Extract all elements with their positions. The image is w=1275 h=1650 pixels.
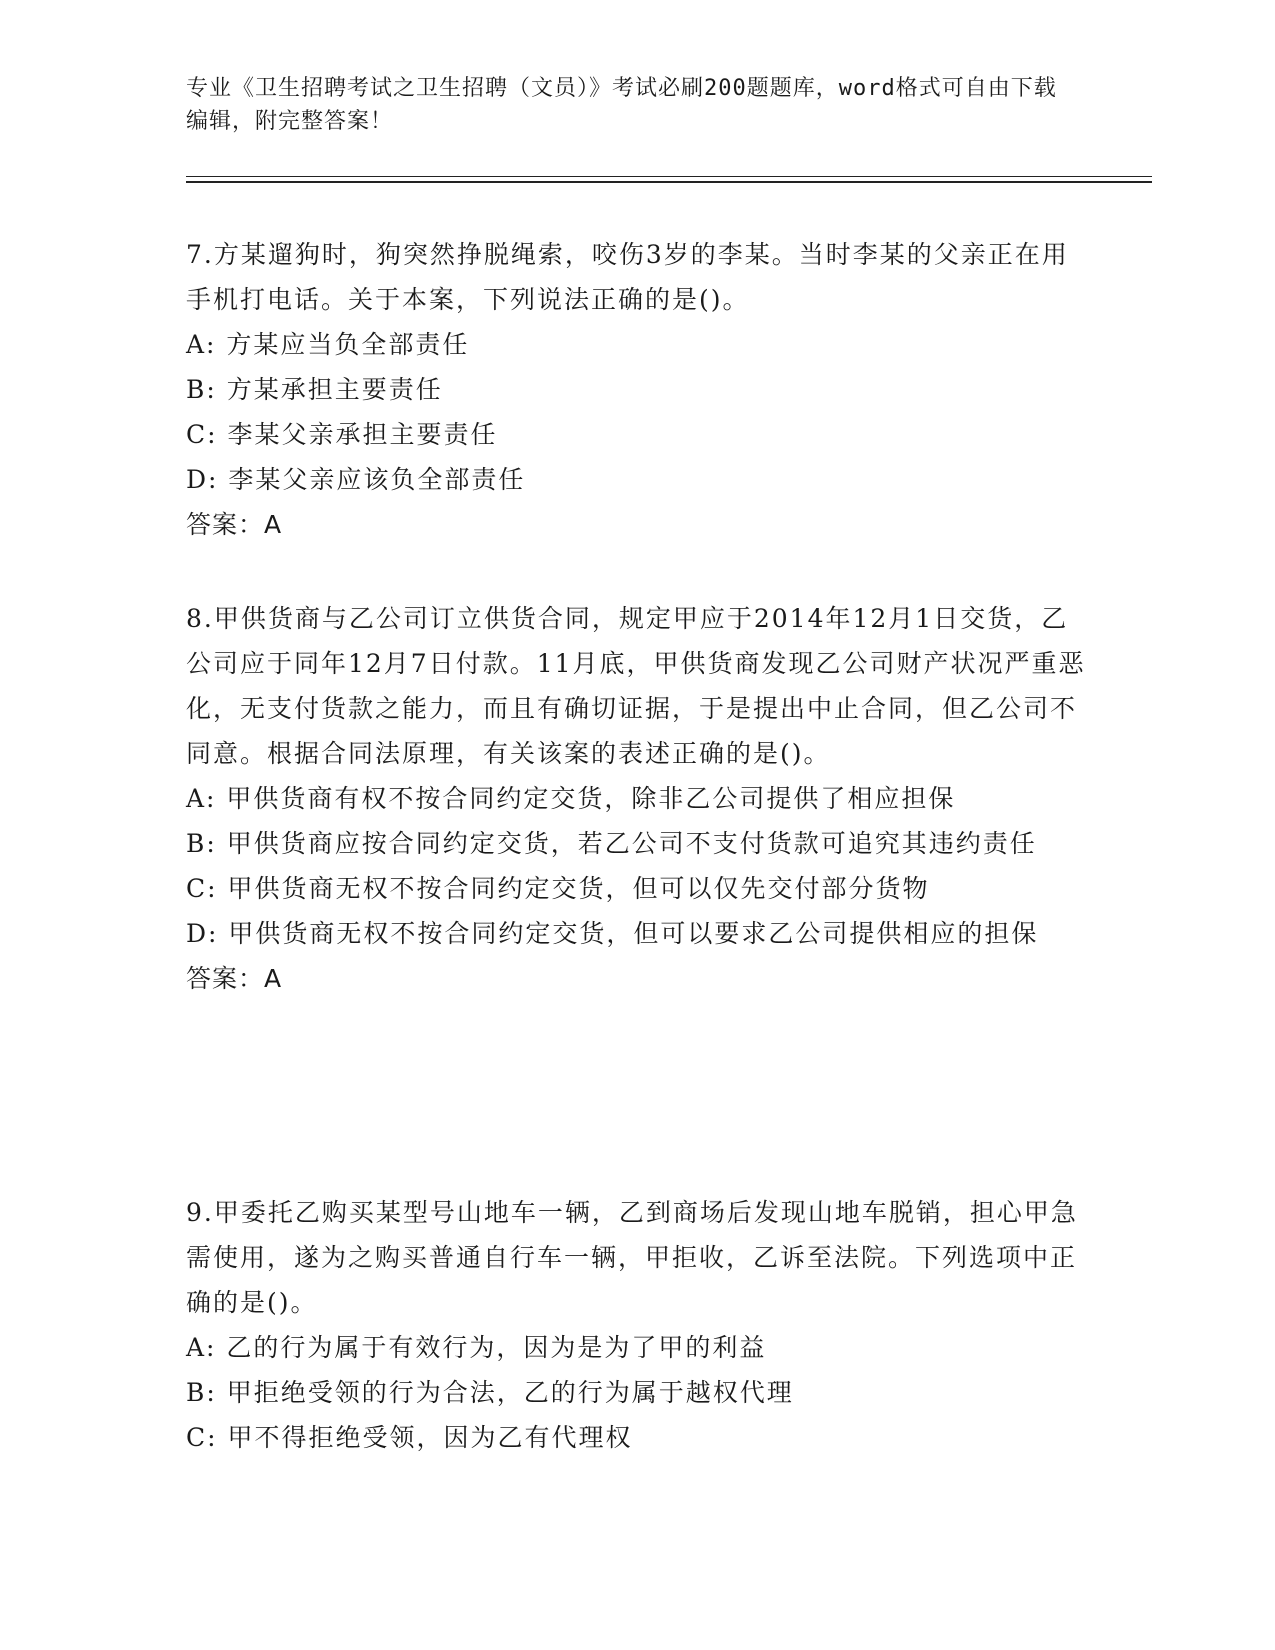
question-8 — [186, 596, 1086, 1001]
question-stem: 7.方某遛狗时，狗突然挣脱绳索，咬伤3岁的李某。当时李某的父亲正在用手机打电话。关于本案，下列说法正确的是()。 — [186, 240, 1069, 314]
option-c: C: 甲供货商无权不按合同约定交货，但可以仅先交付部分货物 — [186, 874, 930, 903]
question-7 — [186, 232, 1086, 547]
question-stem: 9.甲委托乙购买某型号山地车一辆，乙到商场后发现山地车脱销，担心甲急需使用，遂为之购买普通自行车一辆，甲拒收，乙诉至法院。下列选项中正确的是()。 — [186, 1198, 1078, 1317]
header-divider-thick — [186, 181, 1152, 183]
option-a: A: 甲供货商有权不按合同约定交货，除非乙公司提供了相应担保 — [186, 784, 956, 813]
option-d: D: 李某父亲应该负全部责任 — [186, 465, 526, 494]
option-a: A: 方某应当负全部责任 — [186, 330, 470, 359]
header-divider-thin — [186, 176, 1152, 177]
document-header: 专业《卫生招聘考试之卫生招聘（文员）》考试必刷200题题库，word格式可自由下载编辑，附完整答案！ — [186, 76, 1057, 134]
answer-line: 答案：A — [186, 964, 283, 993]
option-d: D: 甲供货商无权不按合同约定交货，但可以要求乙公司提供相应的担保 — [186, 919, 1039, 948]
question-9 — [186, 1190, 1086, 1460]
option-a: A: 乙的行为属于有效行为，因为是为了甲的利益 — [186, 1333, 767, 1362]
option-c: C: 甲不得拒绝受领，因为乙有代理权 — [186, 1423, 633, 1452]
option-c: C: 李某父亲承担主要责任 — [186, 420, 498, 449]
question-stem: 8.甲供货商与乙公司订立供货合同，规定甲应于2014年12月1日交货，乙公司应于同年12月7日付款。11月底，甲供货商发现乙公司财产状况严重恶化，无支付货款之能力，而且有确切证据，于是提出中止合同，但乙公司不同意。根据合同法原理，有关该案的表述正确的是()。 — [186, 604, 1086, 768]
option-b: B: 方某承担主要责任 — [186, 375, 443, 404]
option-b: B: 甲供货商应按合同约定交货，若乙公司不支付货款可追究其违约责任 — [186, 829, 1037, 858]
answer-line: 答案：A — [186, 510, 283, 539]
option-b: B: 甲拒绝受领的行为合法，乙的行为属于越权代理 — [186, 1378, 794, 1407]
